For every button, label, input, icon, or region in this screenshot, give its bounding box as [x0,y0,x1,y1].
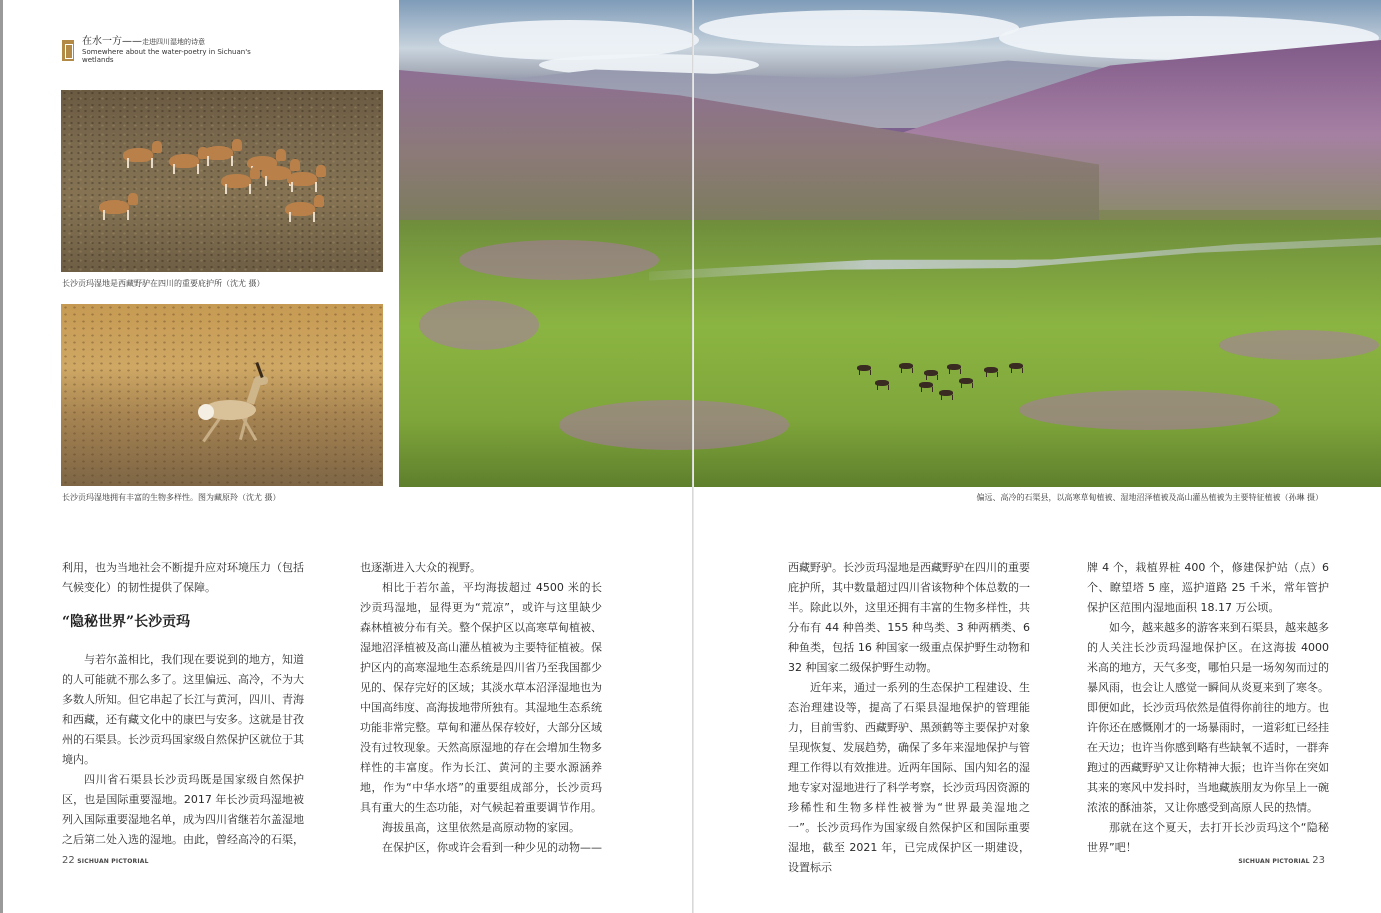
paragraph: 也逐渐进入大众的视野。 [360,561,481,574]
section-title-sub: 走进四川湿地的诗意 [142,38,205,46]
section-mark-icon [62,40,74,61]
paragraph: 如今，越来越多的游客来到石渠县，越来越多的人关注长沙贡玛湿地保护区。在这海拔 4000 米高的地方，天气多变，哪怕只是一场匆匆而过的暴风雨，也会让人感觉一瞬间从炎夏来到了寒冬。即便如此，长沙贡玛依然是值得你前往的地方。也许你还在感慨刚才的一场暴雨时，一道彩虹已经挂在天边；也许当你感到略有些缺氧不适时，一群奔跑过的西藏野驴又让你精神大振；也许当你在突如其来的寒风中发抖时，当地藏族朋友为你呈上一碗浓浓的酥油茶，又让你感受到高原人民的热情。 [1087,621,1329,814]
section-title-english: Somewhere about the water-poetry in Sichuan's wetlands [82,48,251,64]
section-heading: “隐秘世界”长沙贡玛 [62,614,191,630]
page-number-left [62,855,149,866]
text-column-2 [360,558,602,858]
paragraph: 在保护区，你或许会看到一种少见的动物—— [382,841,602,854]
section-header [62,36,262,66]
section-title [82,36,205,48]
text-column-3 [788,558,1030,878]
photo-kiang-herd [61,90,383,272]
photo-tibetan-gazelle [61,304,383,486]
photo-caption-gazelle: 长沙贡玛湿地拥有丰富的生物多样性。图为藏原羚（沈尤 摄） [62,493,281,502]
magazine-name: SICHUAN PICTORIAL [1238,858,1310,865]
photo-caption-landscape: 偏远、高冷的石渠县，以高寒草甸植被、湿地沼泽植被及高山灌丛植被为主要特征植被（孙琳 摄） [976,493,1323,502]
page-number: 22 [62,855,75,866]
paragraph: 与若尔盖相比，我们现在要说到的地方，知道的人可能就不那么多了。这里偏远、高冷，不为大多数人所知。但它串起了长江与黄河，四川、青海和西藏，还有藏文化中的康巴与安多。这就是甘孜州的石渠县。长沙贡玛国家级自然保护区就位于其境内。 [62,653,304,766]
page-edge [0,0,3,913]
text-column-1 [62,558,304,850]
paragraph: 牌 4 个，栽植界桩 400 个，修建保护站（点）6 个、瞭望塔 5 座，巡护道路 25 千米，常年管护保护区范围内湿地面积 18.17 万公顷。 [1087,561,1329,614]
paragraph: 相比于若尔盖，平均海拔超过 4500 米的长沙贡玛湿地，显得更为“荒凉”，或许与这里缺少森林植被分布有关。整个保护区以高寒草甸植被、湿地沼泽植被及高山灌丛植被为主要特征植被。保护区内的高寒湿地生态系统是四川省乃至我国都少见的、保存完好的区域；其淡水草本沼泽湿地也为中国高纬度、高海拔地带所独有。其湿地生态系统功能非常完整。草甸和灌丛保存较好，大部分区域没有过牧现象。天然高原湿地的存在会增加生物多样性的丰富度。作为长江、黄河的主要水源涵养地，作为“中华水塔”的重要组成部分，长沙贡玛具有重大的生态功能，对气候起着重要调节作用。 [360,581,602,814]
page-number-right [1238,855,1325,866]
paragraph: 西藏野驴。长沙贡玛湿地是西藏野驴在四川的重要庇护所，其中数量超过四川省该物种个体总数的一半。除此以外，这里还拥有丰富的生物多样性，共分布有 44 种兽类、155 种鸟类、3 种两栖类、6 种鱼类，包括 16 种国家一级重点保护野生动物和 32 种国家二级保护野生动物。 [788,561,1030,674]
text-column-4 [1087,558,1329,858]
paragraph: 近年来，通过一系列的生态保护工程建设、生态治理建设等，提高了石渠县湿地保护的管理能力，目前雪豹、西藏野驴、黑颈鹤等主要保护对象呈现恢复、发展趋势，确保了多年来湿地保护与管理工作得以有效推进。近两年国际、国内知名的湿地专家对湿地进行了科学考察，长沙贡玛因资源的珍稀性和生物多样性被誉为“世界最美湿地之一”。长沙贡玛作为国家级自然保护区和国际重要湿地，截至 2021 年，已完成保护区一期建设，设置标示 [788,681,1030,874]
paragraph: 四川省石渠县长沙贡玛既是国家级自然保护区，也是国际重要湿地。2017 年长沙贡玛湿地被列入国际重要湿地名单，成为四川省继若尔盖湿地之后第二处入选的湿地。由此，曾经高冷的石渠， [62,773,304,846]
paragraph: 那就在这个夏天，去打开长沙贡玛这个“隐秘世界”吧！ [1087,821,1329,854]
section-title-main: 在水一方—— [82,36,142,47]
magazine-name: SICHUAN PICTORIAL [77,858,149,865]
gazelle-figure [196,394,266,424]
paragraph: 利用，也为当地社会不断提升应对环境压力（包括气候变化）的韧性提供了保障。 [62,561,304,594]
page-number: 23 [1312,855,1325,866]
photo-caption-kiang: 长沙贡玛湿地是西藏野驴在四川的重要庇护所（沈尤 摄） [62,279,265,288]
paragraph: 海拔虽高，这里依然是高原动物的家园。 [382,821,580,834]
